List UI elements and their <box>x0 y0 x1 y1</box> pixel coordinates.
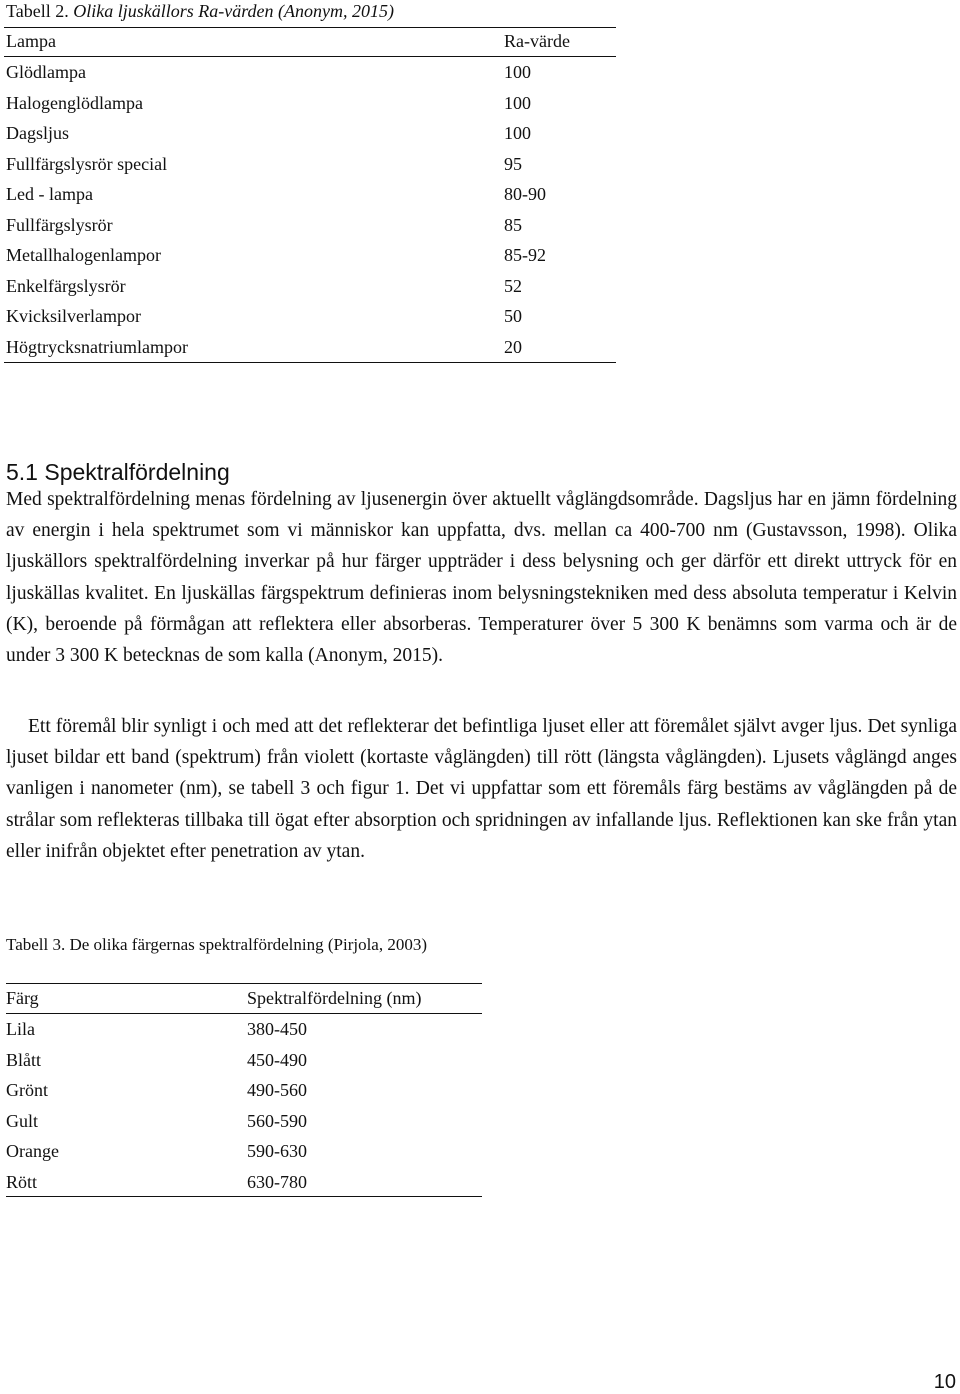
table3-row <box>6 1075 482 1105</box>
table2-row <box>6 118 614 148</box>
table3-cell-value: 380-450 <box>247 1019 307 1039</box>
table3-row <box>6 1014 482 1044</box>
table2-caption-title: Olika ljuskällors Ra-värden (Anonym, 2015) <box>73 1 394 21</box>
table2-row <box>6 301 614 331</box>
table2-row <box>6 88 614 118</box>
table2-cell-value: 52 <box>504 275 522 296</box>
paragraph-1: Med spektralfördelning menas fördelning av ljusenergin över aktuellt våglängdsområde. Dagsljus har en jämn fördelning av energin i hela spektrumet som vi människor kan uppfatta, dvs. mellan ca 400-700 nm (Gustavsson, 1998). Olika ljuskällors spektralfördelning inverkar på hur färger uppträder i dess belysning och ger därför ett direkt uttryck för en ljuskällas kvalitet. En ljuskällas färgspektrum definieras inom belysningstekniken med dess absoluta temperatur i Kelvin (K), beroende på förmågan att reflektera eller absorberas. Temperaturer över 5 300 K benämns som varma och är de under 3 300 K betecknas de som kalla (Anonym, 2015). <box>6 489 957 667</box>
table3-cell-value: 560-590 <box>247 1110 307 1131</box>
table2-cell-value: 20 <box>504 336 522 357</box>
table3-header-row <box>6 983 482 1013</box>
table3-header-farg: Färg <box>6 988 39 1008</box>
table3-cell-name: Lila <box>6 1019 35 1039</box>
table2-cell-name: Fullfärgslysrör special <box>6 153 168 174</box>
section-heading: 5.1 Spektralfördelning <box>6 459 230 485</box>
table3-caption <box>6 934 427 956</box>
table2-cell-name: Led - lampa <box>6 184 93 204</box>
table3-bottom-rule <box>6 1196 482 1197</box>
table3-header-spektral: Spektralfördelning (nm) <box>247 988 422 1008</box>
table2-cell-value: 100 <box>504 62 531 82</box>
table3-row <box>6 1167 482 1197</box>
table3-caption-label: Tabell 3. <box>6 935 66 954</box>
table3-row <box>6 1045 482 1075</box>
table2-row <box>6 271 614 301</box>
table2-caption <box>6 0 394 22</box>
table3-row <box>6 1106 482 1136</box>
table2-row <box>6 57 614 87</box>
table3-cell-name: Orange <box>6 1141 59 1161</box>
table3-cell-value: 450-490 <box>247 1049 307 1070</box>
table2-cell-value: 95 <box>504 153 522 174</box>
table2-cell-name: Glödlampa <box>6 62 86 82</box>
table2-cell-value: 100 <box>504 92 531 113</box>
table2-cell-name: Dagsljus <box>6 123 69 143</box>
table3-row <box>6 1136 482 1166</box>
table2-caption-label: Tabell 2. <box>6 1 69 21</box>
table2-row <box>6 149 614 179</box>
table2-cell-name: Enkelfärgslysrör <box>6 275 126 296</box>
table3-cell-name: Blått <box>6 1049 41 1070</box>
table3-cell-value: 490-560 <box>247 1080 307 1100</box>
table3-cell-name: Rött <box>6 1171 38 1192</box>
table2-header-ra: Ra-värde <box>504 31 570 51</box>
table2-cell-name: Fullfärgslysrör <box>6 214 113 235</box>
table2-header-row <box>6 26 614 56</box>
table2-cell-value: 100 <box>504 123 531 143</box>
table3-cell-name: Grönt <box>6 1080 48 1100</box>
table2-cell-name: Metallhalogenlampor <box>6 245 161 265</box>
table3-cell-value: 630-780 <box>247 1171 307 1192</box>
table2-cell-value: 85-92 <box>504 245 546 265</box>
table2-cell-value: 85 <box>504 214 522 235</box>
table2-row <box>6 179 614 209</box>
page-number: 10 <box>933 1371 956 1393</box>
table2-header-lampa: Lampa <box>6 31 56 51</box>
table3-cell-name: Gult <box>6 1110 39 1131</box>
table2-cell-name: Halogenglödlampa <box>6 92 143 113</box>
table2-cell-value: 80-90 <box>504 184 546 204</box>
table2-row <box>6 210 614 240</box>
table2-bottom-rule <box>4 362 616 363</box>
table2-row <box>6 240 614 270</box>
table2-cell-name: Kvicksilverlampor <box>6 306 141 326</box>
table3-caption-title: De olika färgernas spektralfördelning (Pirjola, 2003) <box>69 935 428 954</box>
table2-row <box>6 332 614 362</box>
paragraph-2: Ett föremål blir synligt i och med att det reflekterar det befintliga ljuset eller att föremålet självt avger ljus. Det synliga ljuset bildar ett band (spektrum) från violett (kortaste våglängden) till rött (längsta våglängden). Ljusets våglängd anges vanligen i nanometer (nm), se tabell 3 och figur 1. Det vi uppfattar som ett föremåls färg bestäms av våglängden på de strålar som reflekteras tillbaka till ögat efter absorption och spridningen av infallande ljus. Reflektionen kan ske från ytan eller inifrån objektet efter penetration av ytan. <box>6 716 957 862</box>
table2-cell-name: Högtrycksnatriumlampor <box>6 336 188 357</box>
table3-cell-value: 590-630 <box>247 1141 307 1161</box>
table2-cell-value: 50 <box>504 306 522 326</box>
